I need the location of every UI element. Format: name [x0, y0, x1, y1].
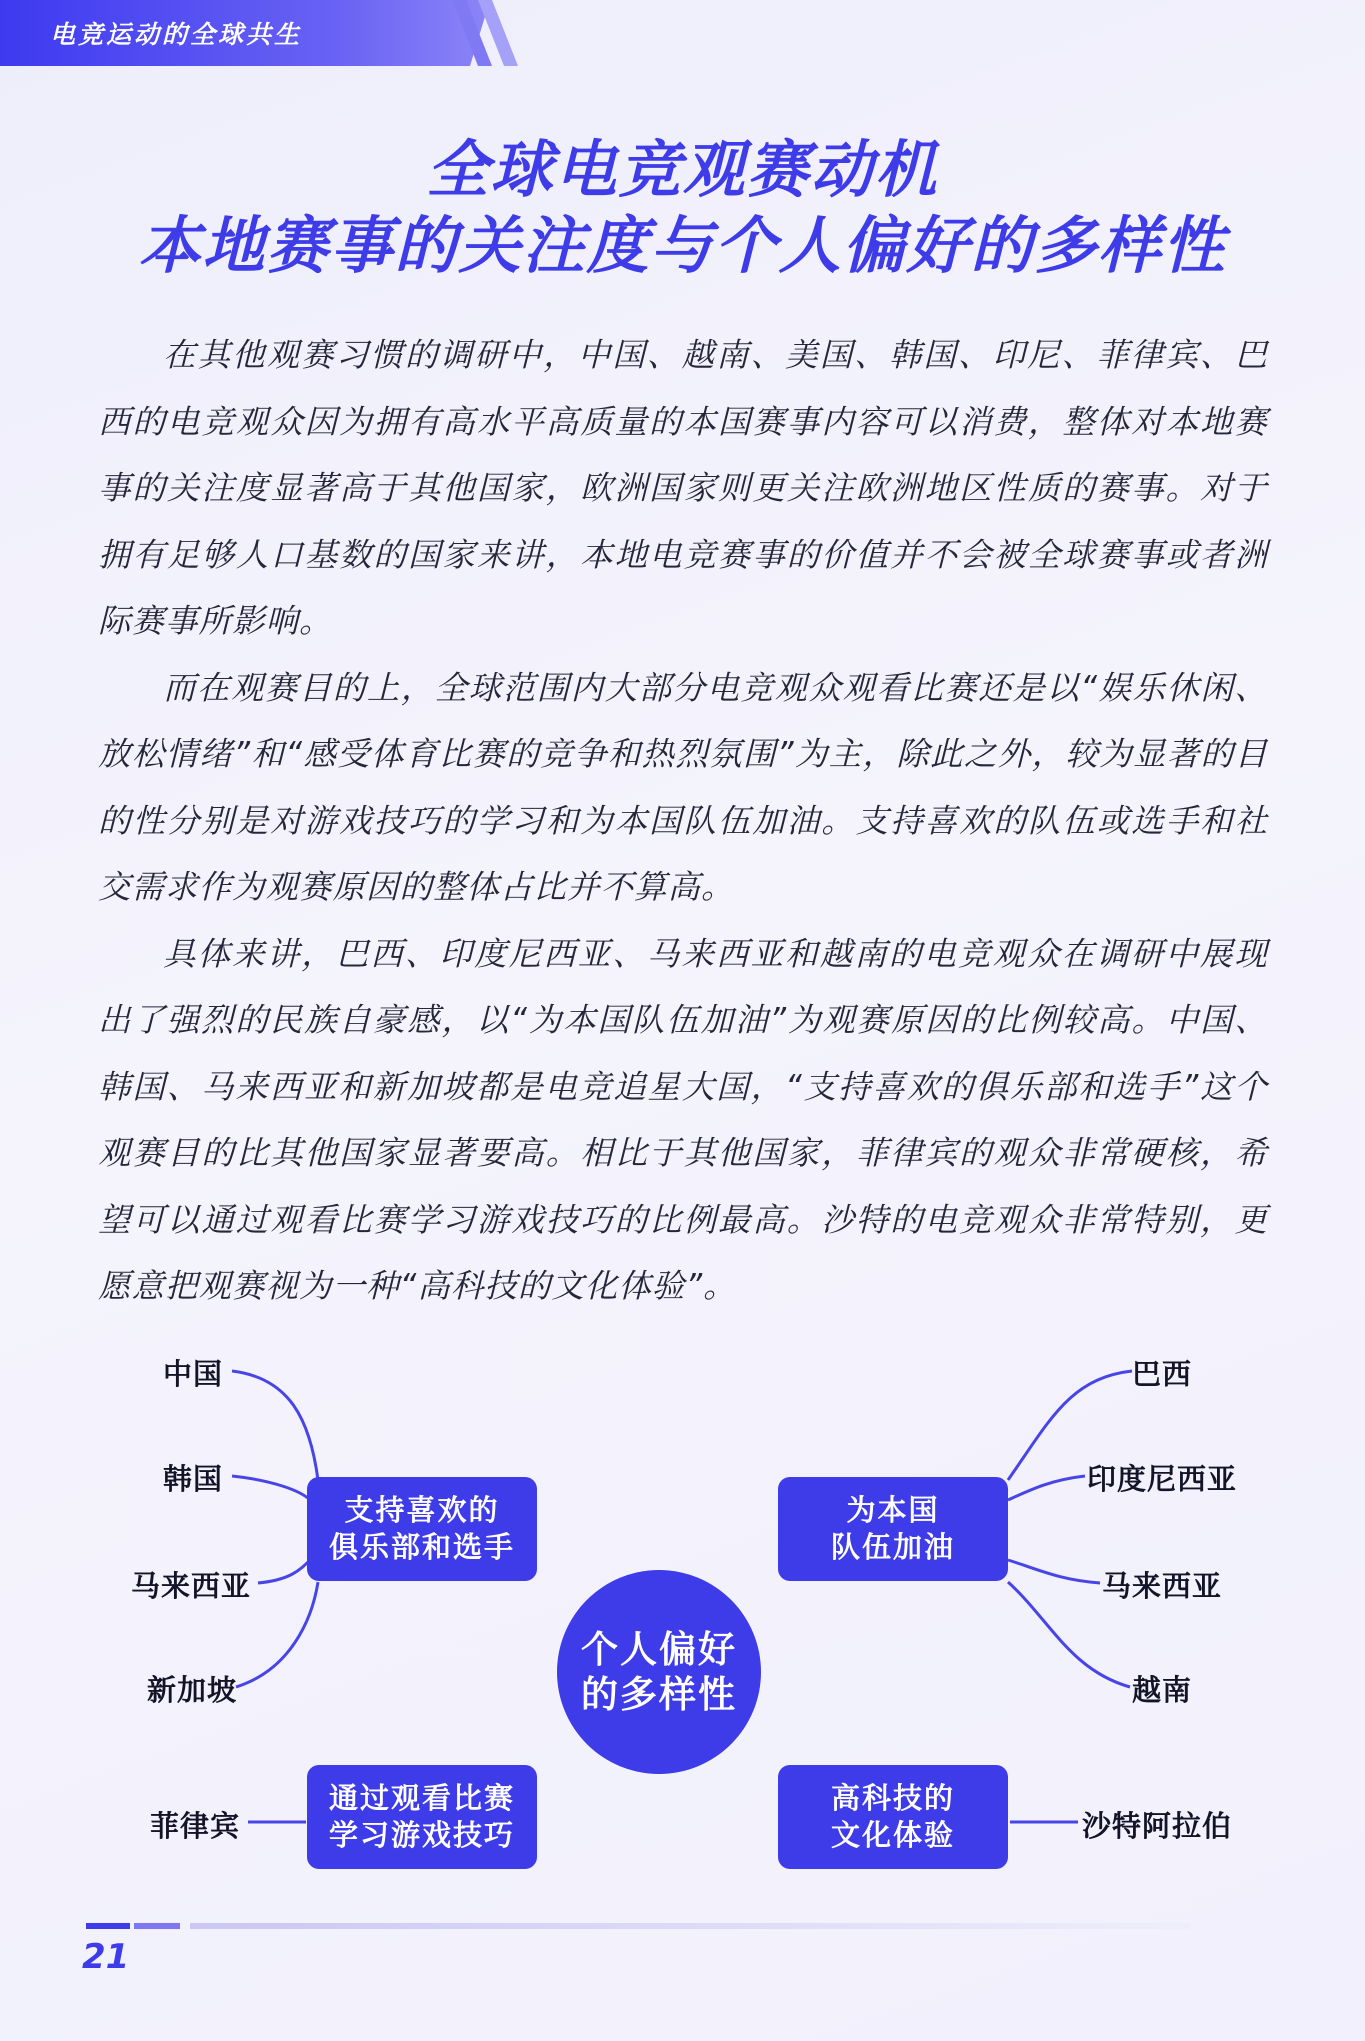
country-label: 越南 [1132, 1673, 1193, 1707]
country-label: 沙特阿拉伯 [1082, 1809, 1233, 1843]
page-title-line2: 本地赛事的关注度与个人偏好的多样性 [138, 209, 1227, 282]
country-label: 巴西 [1132, 1357, 1193, 1391]
footer-bar-accent [134, 1923, 180, 1929]
node-learn-skills: 通过观看比赛 学习游戏技巧 [307, 1765, 537, 1869]
section-title: 电竞运动的全球共生 [50, 20, 303, 49]
node-support-club: 支持喜欢的 俱乐部和选手 [307, 1477, 537, 1581]
footer-rule [190, 1923, 1190, 1929]
country-label: 新加坡 [147, 1673, 238, 1707]
footer-bar-accent [86, 1923, 130, 1929]
country-label: 马来西亚 [131, 1569, 252, 1603]
node-center-preference: 个人偏好 的多样性 [557, 1570, 761, 1774]
preference-diagram [0, 1330, 1365, 1890]
page-number: 21 [82, 1937, 130, 1977]
paragraph: 具体来讲，巴西、印度尼西亚、马来西亚和越南的电竞观众在调研中展现出了强烈的民族自豪感，以“为本国队伍加油”为观赛原因的比例较高。中国、韩国、马来西亚和新加坡都是电竞追星大国，“支持喜欢的俱乐部和选手”这个观赛目的比其他国家显著要高。相比于其他国家，菲律宾的观众非常硬核，希望可以通过观看比赛学习游戏技巧的比例最高。沙特的电竞观众非常特别，更愿意把观赛视为一种“高科技的文化体验”。 [98, 934, 1268, 1305]
paragraph: 在其他观赛习惯的调研中，中国、越南、美国、韩国、印尼、菲律宾、巴西的电竞观众因为拥有高水平高质量的本国赛事内容可以消费，整体对本地赛事的关注度显著高于其他国家，欧洲国家则更关注欧洲地区性质的赛事。对于拥有足够人口基数的国家来讲，本地电竞赛事的价值并不会被全球赛事或者洲际赛事所影响。 [98, 336, 1268, 640]
body-text [98, 322, 1268, 1320]
country-label: 中国 [163, 1357, 224, 1391]
country-label: 马来西亚 [1102, 1569, 1223, 1603]
node-cheer-home-team: 为本国 队伍加油 [778, 1477, 1008, 1581]
country-label: 韩国 [163, 1462, 224, 1496]
paragraph: 而在观赛目的上，全球范围内大部分电竞观众观看比赛还是以“娱乐休闲、放松情绪”和“感受体育比赛的竞争和热烈氛围”为主，除此之外，较为显著的目的性分别是对游戏技巧的学习和为本国队伍加油。支持喜欢的队伍或选手和社交需求作为观赛原因的整体占比并不算高。 [98, 668, 1268, 906]
page-title-line1: 全球电竞观赛动机 [426, 133, 939, 206]
country-label: 菲律宾 [150, 1809, 241, 1843]
node-tech-culture: 高科技的 文化体验 [778, 1765, 1008, 1869]
country-label: 印度尼西亚 [1087, 1462, 1238, 1496]
